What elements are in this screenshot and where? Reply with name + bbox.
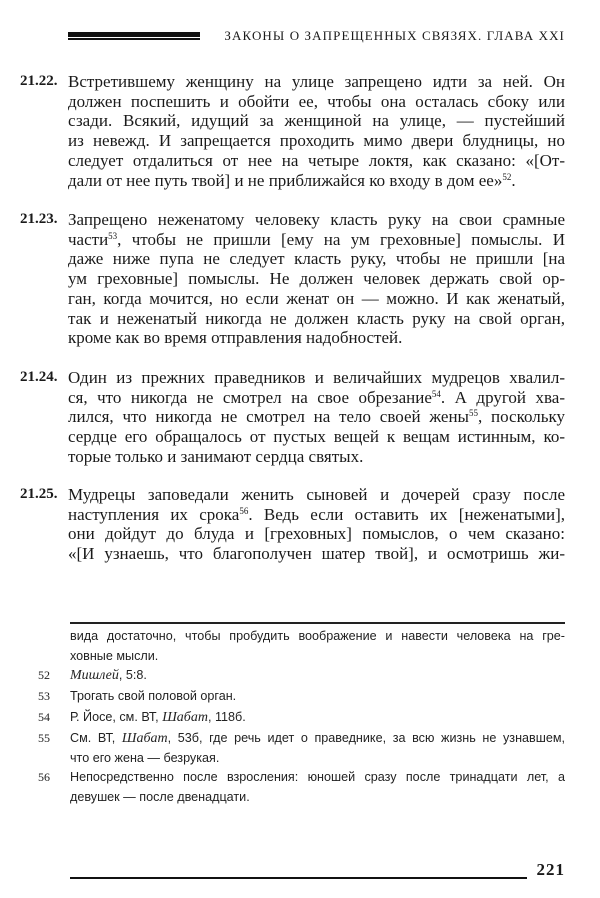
footnote-number: 52 — [38, 668, 50, 682]
footnote-number: 56 — [38, 770, 50, 784]
text-line — [68, 230, 565, 250]
text-line — [68, 131, 565, 151]
text-line — [68, 309, 565, 329]
text-line — [68, 111, 565, 131]
footnote-ref: 55 — [468, 408, 478, 419]
line-text: торые только и занимают сердца святых. — [68, 446, 364, 466]
line-text: лился, что никогда не смотрел на тело своей жены — [68, 407, 469, 427]
line-text: Запрещено неженатому человеку класть руку на свои срамные — [68, 210, 565, 229]
line-text: вида достаточно, чтобы пробудить воображение и навести человека на гре- — [70, 629, 565, 643]
line-text: Мудрецы заповедали женить сыновей и дочерей сразу после — [68, 485, 565, 504]
footer-rule — [70, 877, 527, 879]
line-text: сердце его обращалось от пустых вещей к вещам истинным, ко- — [68, 427, 565, 447]
line-text: из невежд. И запрещается проходить мимо двери блудницы, но — [68, 131, 565, 151]
text-line — [68, 407, 565, 427]
line-text: дали от нее путь твой] и не приближайся ко входу в дом ее» — [68, 170, 503, 190]
line-text: . Ведь если оставить их [неженатыми], — [248, 504, 565, 524]
line-text: Один из прежних праведников и величайших мудрецов хвалил- — [68, 368, 565, 387]
footnote-number: 55 — [38, 731, 50, 745]
text-line — [68, 289, 565, 309]
line-text: девушек — после двенадцати. — [70, 789, 250, 804]
line-text: они дойдут до блуда и [греховных] помыслов, о чем сказано: — [68, 524, 565, 544]
line-text: кроме как во время отправления надобностей. — [68, 328, 403, 348]
line-text: сзади. Всякий, идущий за женщиной на улице, — пустейший — [68, 111, 565, 131]
footnote-ref: 53 — [108, 230, 118, 241]
line-text: даже ниже пупа не следует класть руку, чтобы не пришли [на — [68, 249, 565, 269]
italic-source: Шабат — [121, 731, 168, 746]
line-text: что его жена — безрукая. — [70, 750, 220, 765]
line-text: , чтобы не пришли [ему на ум греховные] помыслы. И — [117, 229, 565, 249]
text-line — [68, 544, 565, 564]
text-line — [68, 210, 565, 230]
line-text: , 5:8. — [118, 668, 147, 682]
page-number: 221 — [536, 860, 565, 879]
footnote-ref: 56 — [239, 505, 249, 516]
header-title: ЗАКОНЫ О ЗАПРЕЩЕННЫХ СВЯЗЯХ. ГЛАВА XXI — [224, 28, 565, 43]
text-line — [68, 171, 565, 191]
line-text: См. ВТ, — [70, 731, 122, 745]
text-line — [68, 72, 565, 92]
line-text: Встретившему женщину на улице запрещено идти за ней. Он — [68, 72, 565, 91]
line-text: «[И узнаешь, что благополучен шатер твой], и осмотришь жи- — [68, 544, 565, 564]
paragraph-number: 21.24. — [20, 369, 58, 385]
running-header — [68, 27, 565, 45]
paragraph-number: 21.23. — [20, 211, 58, 227]
line-text: . — [511, 170, 516, 190]
text-line — [68, 524, 565, 544]
italic-source: Шабат — [162, 710, 208, 725]
line-text: ховные мысли. — [70, 648, 159, 663]
text-line — [68, 485, 565, 505]
text-line — [68, 368, 565, 388]
line-text: следует отдалиться от нее на четыре локтя, как сказано: «[От- — [68, 150, 565, 170]
text-line — [68, 427, 565, 447]
line-text: , 53б, где речь идет о праведнике, за всю жизнь не узнавшем, — [167, 731, 565, 745]
line-text: Трогать свой половой орган. — [70, 689, 237, 703]
line-text: . А другой хва- — [440, 387, 566, 407]
footnote-line — [70, 666, 565, 685]
footnote-number: 54 — [38, 710, 50, 724]
text-line — [68, 92, 565, 112]
text-line — [68, 505, 565, 525]
text-line — [68, 447, 565, 467]
text-line — [68, 328, 565, 348]
line-text: наступления их срока — [68, 504, 240, 524]
line-text: , 118б. — [207, 710, 246, 724]
line-text: Р. Йосе, см. ВТ, — [70, 710, 163, 724]
text-line — [68, 249, 565, 269]
header-rule — [68, 32, 200, 40]
paragraph-number: 21.25. — [20, 486, 58, 502]
line-text: части — [68, 229, 109, 249]
footnote-line — [70, 749, 565, 768]
footnote-line — [70, 729, 565, 748]
footnote-line — [70, 768, 565, 787]
line-text: ся, что никогда не смотрел на свое обрезание — [68, 387, 432, 407]
footnote-line — [70, 687, 565, 706]
line-text: должен поспешить и обойти ее, чтобы она осталась сбоку или — [68, 91, 565, 111]
footnote-number: 53 — [38, 689, 50, 703]
text-line — [68, 388, 565, 408]
line-text: так и неженатый никогда не должен класть руку на свой орган, — [68, 308, 565, 328]
text-line — [68, 269, 565, 289]
line-text: ум греховные] помыслы. Не должен человек держать свой ор- — [68, 269, 565, 289]
footnote-ref: 54 — [431, 388, 441, 399]
line-text: Непосредственно после взросления: юношей сразу после тринадцати лет, а — [70, 770, 565, 784]
footnote-separator — [70, 622, 565, 624]
line-text: ган, когда мочится, но если женат он — можно. И как женатый, — [68, 288, 565, 308]
footnote-line — [70, 647, 565, 666]
italic-source: Мишлей — [70, 668, 119, 683]
paragraph-number: 21.22. — [20, 73, 58, 89]
footnote-line — [70, 788, 565, 807]
line-text: , поскольку — [477, 407, 565, 427]
footnote-line — [70, 708, 565, 727]
text-line — [68, 151, 565, 171]
footnote-ref: 52 — [502, 171, 512, 182]
footnote-line — [70, 627, 565, 646]
